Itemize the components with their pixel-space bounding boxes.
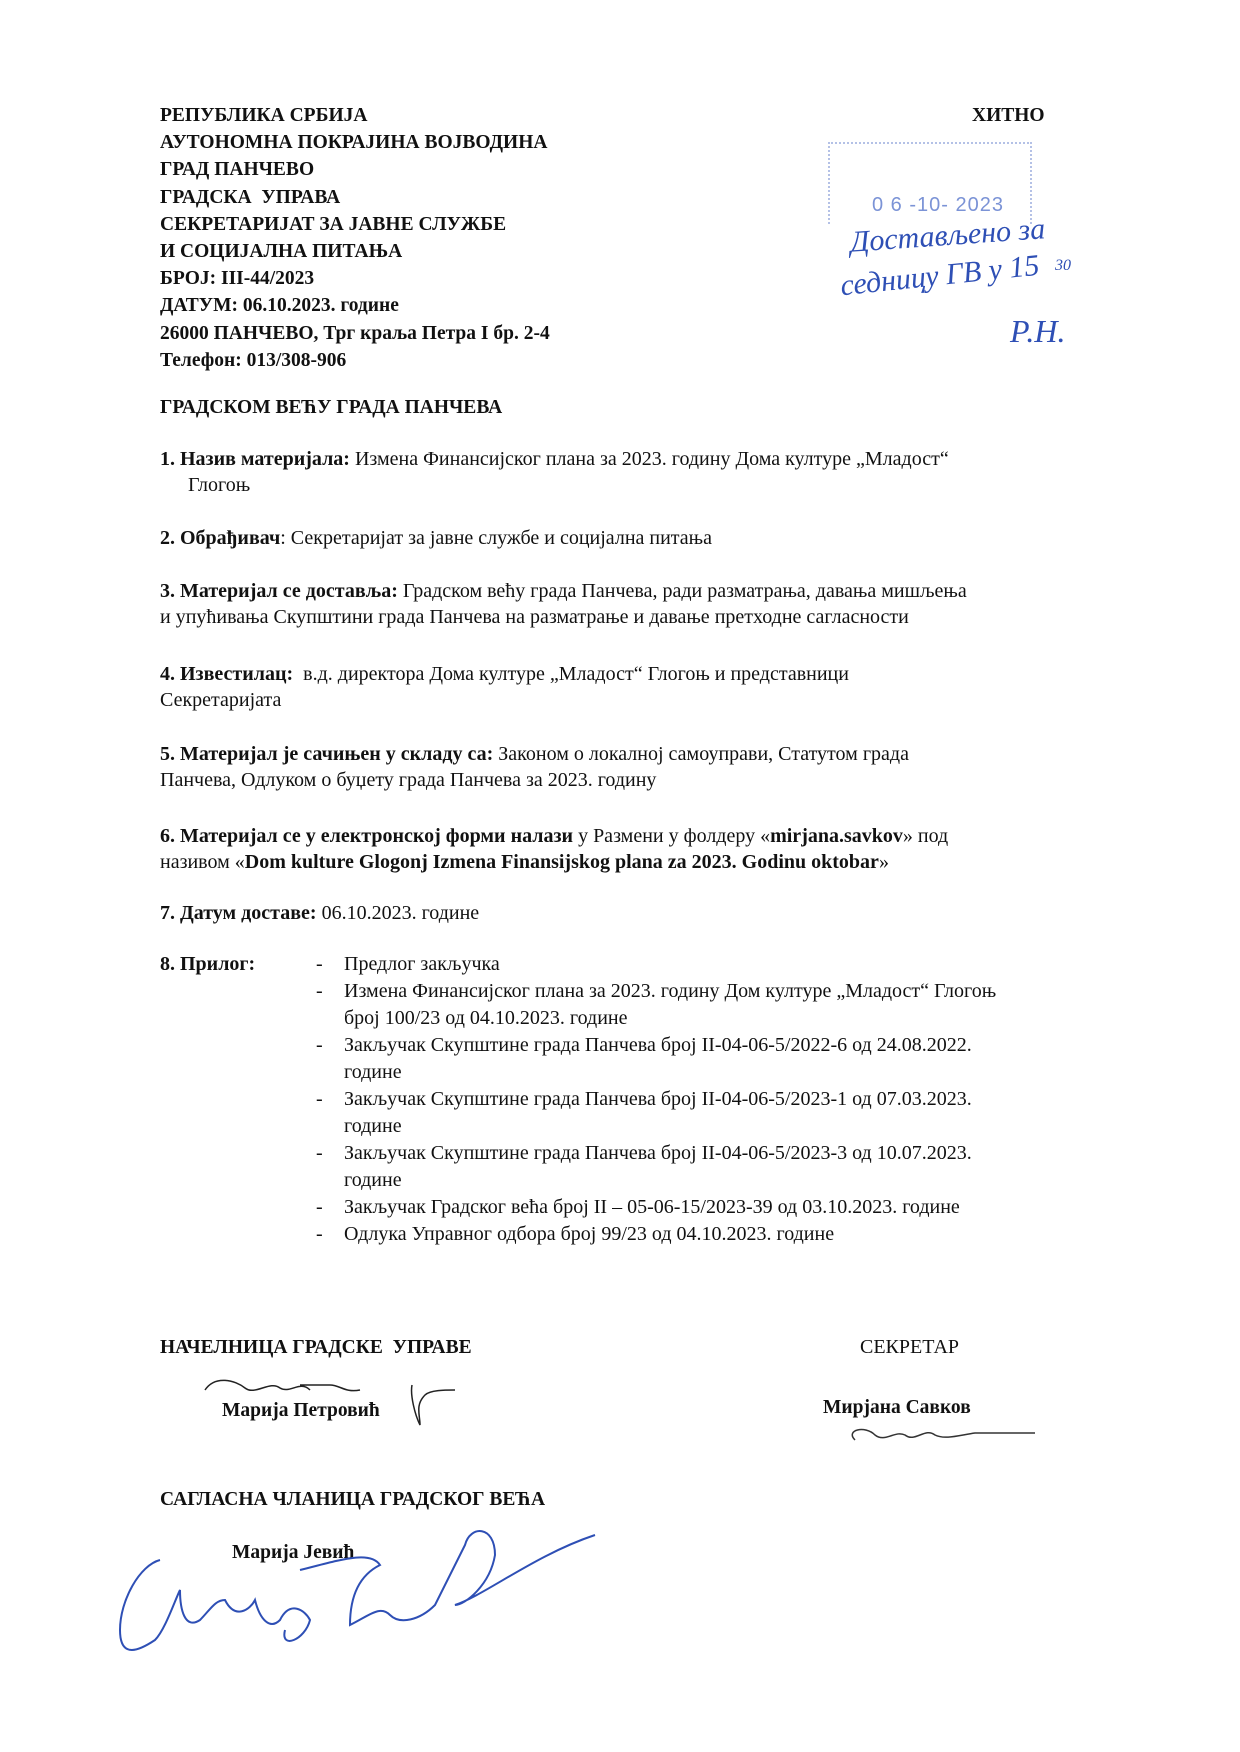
attachment-text: Закључак Градског већа број II – 05-06-15/2023-39 од 03.10.2023. године xyxy=(344,1196,960,1218)
item-text: Законом о локалној самоуправи, Статутом града xyxy=(493,743,909,765)
attachment-text: Предлог закључка xyxy=(344,953,500,975)
item-text: називом « xyxy=(160,851,245,873)
attachment-text: Закључак Скупштине града Панчева број II-04-06-5/2022-6 од 24.08.2022. xyxy=(344,1034,972,1056)
item-text: Градском већу града Панчева, ради разматрања, давања мишљења xyxy=(397,580,967,602)
header-line: И СОЦИЈАЛНА ПИТАЊА xyxy=(160,241,403,263)
handwritten-note: 30 xyxy=(1055,257,1071,274)
header-line: ГРАД ПАНЧЕВО xyxy=(160,159,315,181)
item-label: 2. Обрађивач xyxy=(160,527,281,549)
phone: Телефон: 013/308-906 xyxy=(160,349,347,371)
addressee: ГРАДСКОМ ВЕЋУ ГРАДА ПАНЧЕВА xyxy=(160,397,503,418)
file-name: Dom kulture Glogonj Izmena Finansijskog plana za 2023. Godinu oktobar xyxy=(244,851,879,873)
header-line: АУТОНОМНА ПОКРАЈИНА ВОЈВОДИНА xyxy=(160,132,548,154)
header-line: СЕКРЕТАРИЈАТ ЗА ЈАВНЕ СЛУЖБЕ xyxy=(160,213,507,235)
header-line: РЕПУБЛИКА СРБИЈА xyxy=(160,105,368,126)
handwritten-note: седницу ГВ у 15 xyxy=(838,248,1041,303)
item-label: 6. Материјал се у електронској форми налази xyxy=(160,825,574,847)
signature-head xyxy=(205,1380,455,1425)
reference-number: БРОЈ: III-44/2023 xyxy=(160,268,315,290)
header-line: ГРАДСКА УПРАВА xyxy=(160,186,341,208)
attachment-item: - Закључак Скупштине града Панчева број II-04-06-5/2022-6 од 24.08.2022. године xyxy=(316,1034,972,1083)
secretary-name: Мирјана Савков xyxy=(823,1397,971,1418)
handwritten-note: Достављено за xyxy=(849,212,1047,259)
item-label: 4. Известилац: xyxy=(160,663,294,685)
attachment-text: Закључак Скупштине града Панчева број II-04-06-5/2023-3 од 10.07.2023. xyxy=(344,1142,972,1164)
attachment-item: - Закључак Скупштине града Панчева број II-04-06-5/2023-3 од 10.07.2023. године xyxy=(316,1142,972,1191)
item-text: Панчева, Одлуком о буџету града Панчева за 2023. годину xyxy=(160,769,657,791)
attachment-item: - Закључак Градског већа број II – 05-06-15/2023-39 од 03.10.2023. године xyxy=(316,1196,960,1218)
item-text: в.д. директора Дома културе „Младост“ Глогоњ и представници xyxy=(293,663,849,685)
item-text: » под xyxy=(902,825,949,847)
urgent-label: ХИТНО xyxy=(972,105,1045,126)
item-text: Секретаријата xyxy=(160,689,282,711)
secretary-title: СЕКРЕТАР xyxy=(860,1336,960,1358)
council-title: САГЛАСНА ЧЛАНИЦА ГРАДСКОГ ВЕЋА xyxy=(160,1489,546,1510)
item-label: 7. Датум доставе: xyxy=(160,902,317,924)
item-label: 3. Материјал се доставља: xyxy=(160,580,398,602)
address: 26000 ПАНЧЕВО, Трг краља Петра I бр. 2-4 xyxy=(160,322,550,344)
head-title: НАЧЕЛНИЦА ГРАДСКЕ УПРАВЕ xyxy=(160,1337,472,1358)
attachment-item: - Измена Финансијског плана за 2023. годину Дом културе „Младост“ Глогоњ број 100/23 од 04.10.2023. године xyxy=(316,980,997,1029)
attachment-text: Одлука Управног одбора број 99/23 од 04.10.2023. године xyxy=(344,1223,835,1245)
head-name: Марија Петровић xyxy=(222,1400,380,1421)
attachment-text: број 100/23 од 04.10.2023. године xyxy=(344,1007,628,1029)
item-label: 5. Материјал је сачињен у складу са: xyxy=(160,743,494,765)
attachment-text: године xyxy=(344,1061,402,1083)
attachment-text: године xyxy=(344,1169,402,1191)
folder-name: mirjana.savkov xyxy=(770,825,903,847)
attachments-label: 8. Прилог: xyxy=(160,953,256,975)
item-text: Глогоњ xyxy=(188,474,251,496)
item-text: : Секретаријат за јавне службе и социјална питања xyxy=(280,527,713,549)
item-label: 1. Назив материјала: xyxy=(160,448,350,470)
signature-secretary xyxy=(852,1430,1035,1440)
signature-council xyxy=(120,1531,595,1650)
item-text: Измена Финансијског плана за 2023. годину Дома културе „Младост“ xyxy=(349,448,949,470)
council-name: Марија Јевић xyxy=(232,1542,355,1563)
attachment-item: - Предлог закључка xyxy=(316,953,500,975)
attachment-text: године xyxy=(344,1115,402,1137)
document-date: ДАТУМ: 06.10.2023. године xyxy=(160,295,399,317)
attachment-text: Измена Финансијског плана за 2023. годину Дом културе „Младост“ Глогоњ xyxy=(344,980,997,1002)
item-text: » xyxy=(878,851,889,873)
handwritten-initials: Р.Н. xyxy=(1010,313,1066,349)
item-text: и упућивања Скупштини града Панчева на разматрање и давање претходне сагласности xyxy=(160,606,909,628)
item-text: у Размени у фолдеру « xyxy=(573,825,771,847)
attachment-text: Закључак Скупштине града Панчева број II-04-06-5/2023-1 од 07.03.2023. xyxy=(344,1088,972,1110)
attachment-item: - Закључак Скупштине града Панчева број II-04-06-5/2023-1 од 07.03.2023. године xyxy=(316,1088,972,1137)
item-text: 06.10.2023. године xyxy=(316,902,480,924)
attachment-item: - Одлука Управног одбора број 99/23 од 04.10.2023. године xyxy=(316,1223,835,1245)
stamp-date: 0 6 -10- 2023 xyxy=(872,194,1004,216)
